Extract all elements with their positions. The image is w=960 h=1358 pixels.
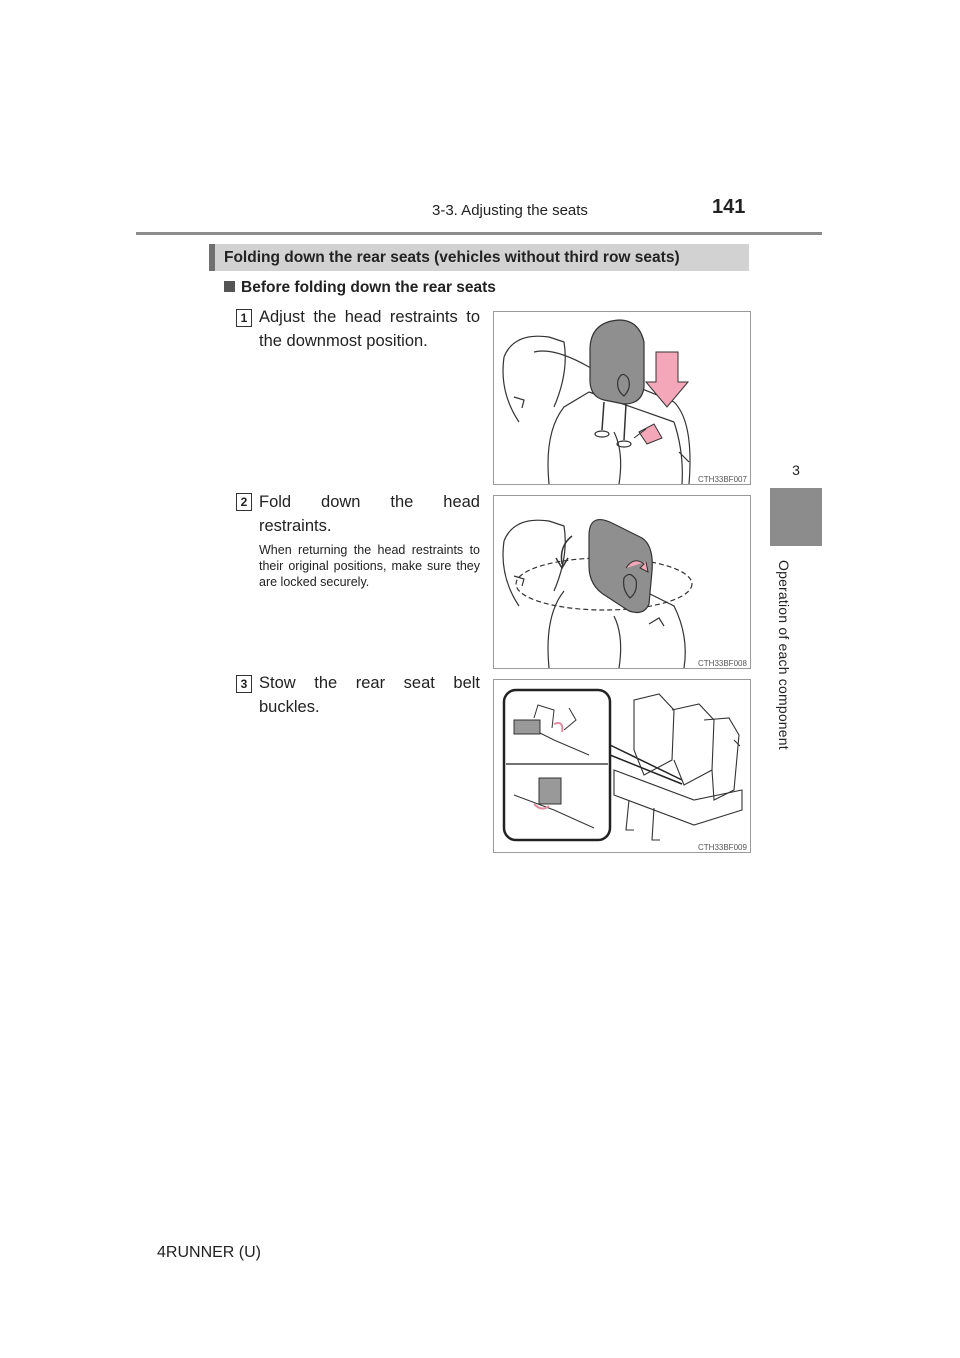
step-1-text: Adjust the head restraints to the downmost position. (259, 308, 480, 350)
bullet-square-icon (224, 281, 235, 292)
head-restraint-shape (590, 320, 644, 404)
section-heading (209, 244, 749, 271)
figure-1-caption: CTH33BF007 (698, 475, 747, 484)
footer-model: 4RUNNER (U) (157, 1244, 261, 1261)
figure-2-caption: CTH33BF008 (698, 659, 747, 668)
step-number-3: 3 (236, 675, 252, 693)
figure-head-restraint-lower (493, 311, 751, 485)
head-restraint-fold-illustration (494, 496, 750, 668)
seat-belt-buckles-illustration (494, 680, 750, 852)
step-number-1: 1 (236, 309, 252, 327)
chapter-number: 3 (792, 462, 800, 478)
push-arrow-icon (634, 424, 662, 444)
detail-inset (504, 690, 610, 840)
step-2-text: Fold down the head restraints. (259, 493, 480, 535)
head-restraint-lower-illustration (494, 312, 750, 484)
step-number-2: 2 (236, 493, 252, 511)
subheading-text: Before folding down the rear seats (241, 279, 496, 296)
subheading (224, 279, 496, 297)
step-2-note: When returning the head restraints to their original positions, make sure they are locked securely. (259, 543, 480, 589)
chapter-title: Operation of each component (776, 560, 792, 750)
chapter-tab (770, 488, 822, 546)
figure-seat-belt-buckles (493, 679, 751, 853)
page-number: 141 (712, 196, 746, 218)
figure-head-restraint-fold (493, 495, 751, 669)
header-section-title: 3-3. Adjusting the seats (432, 202, 588, 219)
down-arrow-icon (646, 352, 688, 407)
figure-3-caption: CTH33BF009 (698, 843, 747, 852)
header-rule (136, 232, 822, 235)
heading-bar (209, 244, 215, 271)
section-heading-text: Folding down the rear seats (vehicles without third row seats) (224, 249, 680, 266)
step-3-text: Stow the rear seat belt buckles. (259, 674, 480, 716)
